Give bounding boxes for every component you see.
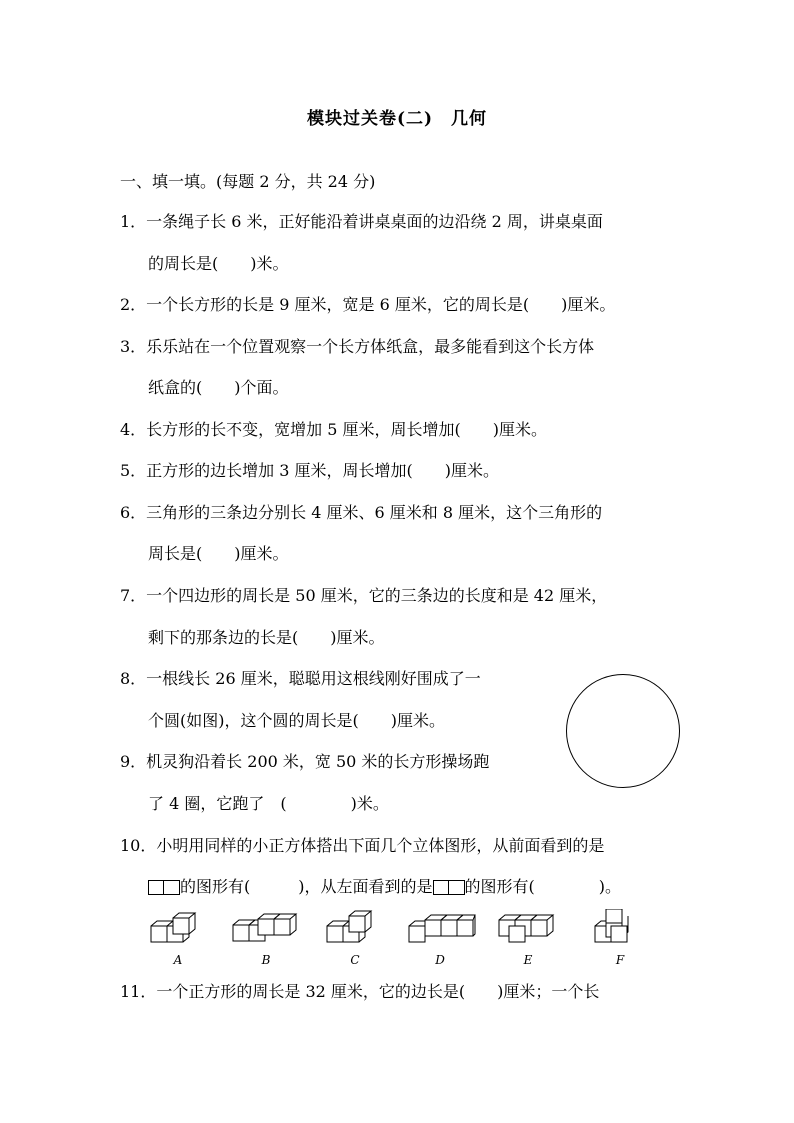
question-6-line-2: 周长是( )厘米。 [148,544,289,563]
figure-label-d: D [435,953,445,967]
question-4: 4．长方形的长不变，宽增加 5 厘米，周长增加( )厘米。 [120,420,548,439]
question-10-line-1: 10．小明用同样的小正方体搭出下面几个立体图形，从前面看到的是 [120,836,605,855]
question-5: 5．正方形的边长增加 3 厘米，周长增加( )厘米。 [120,461,500,480]
cube-figure-e [498,909,560,949]
question-8-line-1: 8．一根线长 26 厘米，聪聪用这根线刚好围成了一 [120,669,481,688]
question-7-line-1: 7．一个四边形的周长是 50 厘米，它的三条边的长度和是 42 厘米， [120,586,608,605]
question-9-line-1: 9．机灵狗沿着长 200 米，宽 50 米的长方形操场跑 [120,752,490,771]
figure-label-f: F [615,953,625,967]
question-9-line-2: 了 4 圈，它跑了 ( )米。 [148,794,389,813]
front-view-icon [148,880,180,895]
left-view-icon [433,880,465,895]
figure-label-b: B [261,953,271,967]
figure-label-e: E [523,953,533,967]
cube-figure-f [594,909,646,949]
question-10-text-2: 的图形有( )。 [464,877,621,896]
question-10-text-1: 的图形有( )，从左面看到的是 [180,877,433,896]
question-1-line-2: 的周长是( )米。 [148,254,289,273]
section-heading: 一、填一填。(每题 2 分，共 24 分) [120,172,376,191]
question-11: 11．一个正方形的周长是 32 厘米，它的边长是( )厘米；一个长 [120,982,600,1001]
question-6-line-1: 6．三角形的三条边分别长 4 厘米、6 厘米和 8 厘米，这个三角形的 [120,503,603,522]
figure-label-c: C [350,953,360,967]
question-7-line-2: 剩下的那条边的长是( )厘米。 [148,628,385,647]
cube-figure-b [232,909,300,949]
question-3-line-1: 3．乐乐站在一个位置观察一个长方体纸盒，最多能看到这个长方体 [120,337,595,356]
cube-figure-c [326,909,386,949]
circle-figure [566,674,680,788]
page-title: 模块过关卷(二) 几何 [306,109,488,129]
question-10-line-2 [148,877,621,897]
question-1-line-1: 1．一条绳子长 6 米，正好能沿着讲桌桌面的边沿绕 2 周，讲桌桌面 [120,212,603,231]
question-2: 2．一个长方形的长是 9 厘米，宽是 6 厘米，它的周长是( )厘米。 [120,295,616,314]
cube-figure-a [150,909,205,949]
figure-label-a: A [173,953,183,967]
question-8-line-2: 个圆(如图)，这个圆的周长是( )厘米。 [148,711,445,730]
cube-figure-d [408,909,478,949]
question-3-line-2: 纸盒的( )个面。 [148,378,289,397]
